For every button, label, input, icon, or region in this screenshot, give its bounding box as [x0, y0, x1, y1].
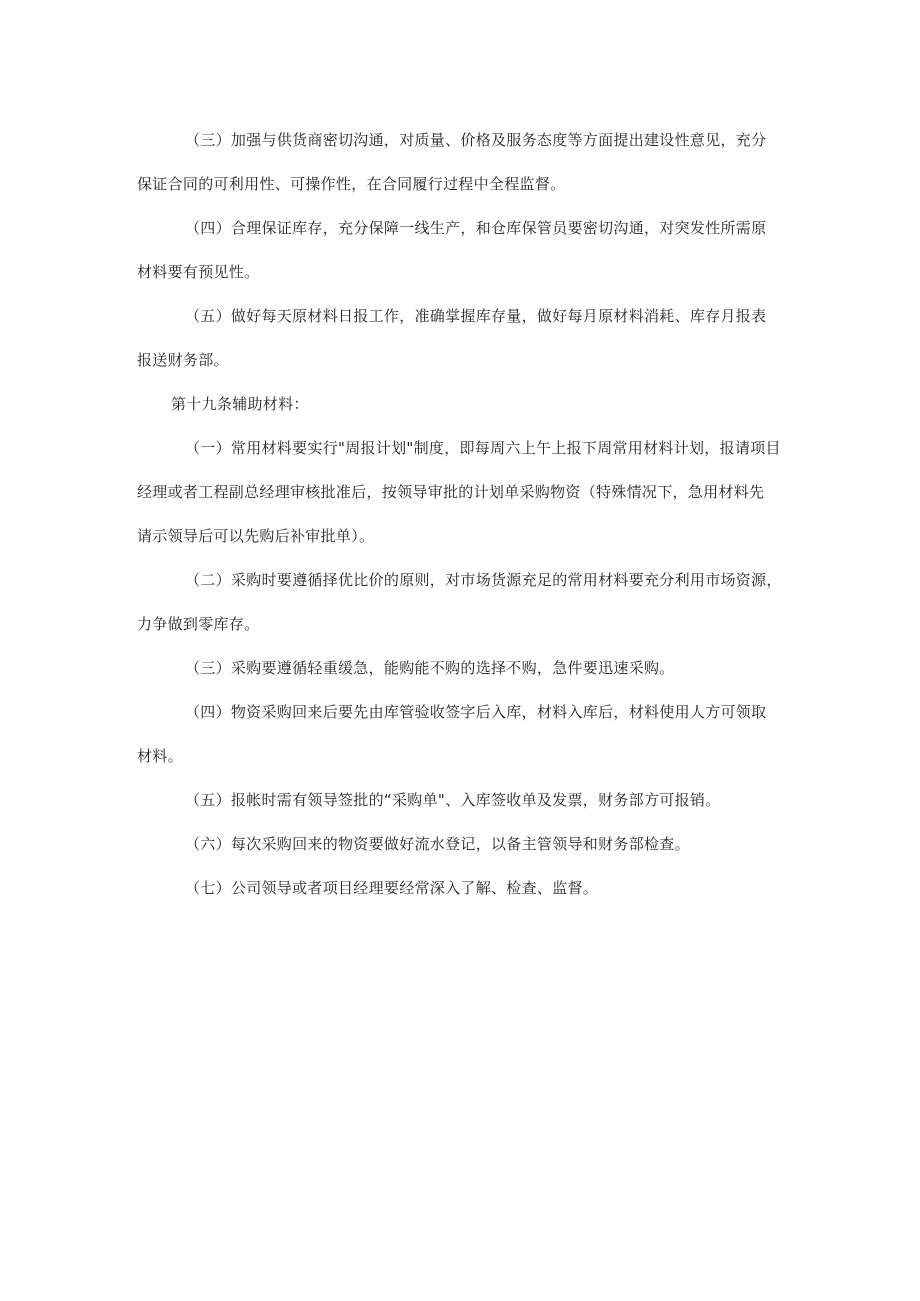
text-line: （五）报帐时需有领导签批的“采购单"、入库签收单及发票，财务部方可报销。: [185, 791, 721, 809]
paragraph-acceptance: [137, 690, 777, 778]
text-line: （七）公司领导或者项目经理要经常深入了解、检查、监督。: [185, 879, 599, 897]
paragraph-price-comparison: [137, 558, 782, 646]
text-line: 请示领导后可以先购后补审批单）。: [137, 527, 375, 545]
paragraph-inventory: [137, 206, 777, 294]
paragraph-supplier-communication: [137, 118, 777, 206]
paragraph-registration: [137, 822, 777, 866]
text-line: （五）做好每天原材料日报工作，准确掌握库存量，做好每月原材料消耗、库存月报表: [185, 307, 767, 325]
paragraph-supervision: [137, 866, 777, 910]
text-line: （三）加强与供货商密切沟通，对质量、价格及服务态度等方面提出建设性意见，充分: [185, 131, 767, 149]
text-line: 力争做到零库存。: [137, 615, 260, 633]
paragraph-daily-report: [137, 294, 777, 382]
paragraph-reimbursement: [137, 778, 777, 822]
text-line: 材料要有预见性。: [137, 263, 260, 281]
text-line: 报送财务部。: [137, 351, 229, 369]
text-line: 保证合同的可利用性、可操作性，在合同履行过程中全程监督。: [137, 175, 566, 193]
text-line: （三）采购要遵循轻重缓急，能购能不购的选择不购，急件要迅速采购。: [185, 659, 675, 677]
text-line: 经理或者工程副总经理审核批准后，按领导审批的计划单采购物资（特殊情况下，急用材料先: [137, 483, 765, 501]
paragraph-priority: [137, 646, 777, 690]
text-line: （一）常用材料要实行"周报计划"制度，即每周六上午上报下周常用材料计划，报请项目: [185, 439, 781, 457]
text-line: （四）物资采购回来后要先由库管验收签字后入库，材料入库后，材料使用人方可领取: [185, 703, 767, 721]
text-line: 材料。: [137, 747, 183, 765]
text-line: （二）采购时要遵循择优比价的原则，对市场货源充足的常用材料要充分利用市场资源，: [185, 571, 782, 589]
text-line: （六）每次采购回来的物资要做好流水登记，以备主管领导和财务部检查。: [185, 835, 690, 853]
text-line: （四）合理保证库存，充分保障一线生产，和仓库保管员要密切沟通，对突发性所需原: [185, 219, 767, 237]
paragraph-weekly-plan: [137, 426, 781, 558]
text-line: 第十九条辅助材料：: [171, 395, 309, 413]
article-heading: [137, 382, 777, 426]
document-body: [137, 118, 782, 910]
